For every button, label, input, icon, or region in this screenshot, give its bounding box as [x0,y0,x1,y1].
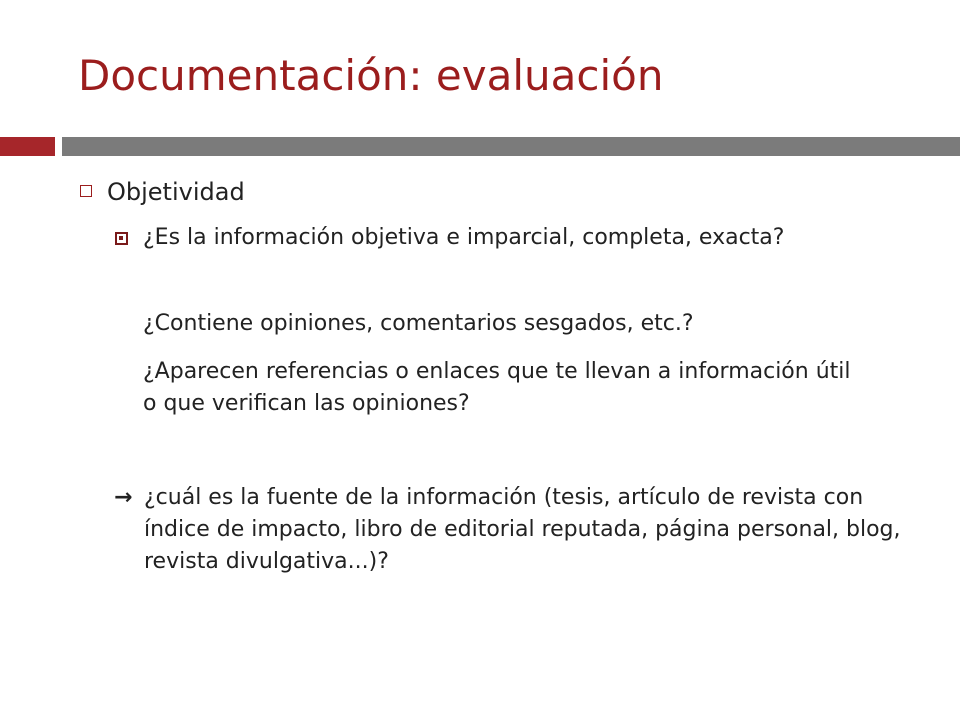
conclusion-paragraph [114,482,934,578]
title-accent-bar [0,137,55,156]
bullet-paragraph-1: ¿Es la información objetiva e imparcial, completa, exacta? [143,225,785,250]
bullet-paragraph-3: ¿Aparecen referencias o enlaces que te llevan a información útil o que verifican las opiniones? [143,359,851,416]
conclusion-text: ¿cuál es la fuente de la información (tesis, artículo de revista con índice de impacto, libro de editorial reputada, página personal, blog, revista divulgativa...)? [144,485,901,574]
bullet-paragraph-2: ¿Contiene opiniones, comentarios sesgados, etc.? [143,311,694,336]
hollow-square-icon [80,185,92,197]
slide-title: Documentación: evaluación [78,51,664,100]
arrow-right-icon: → [114,485,133,510]
title-rule-bar [62,137,960,156]
bullet-heading: Objetividad [107,178,245,206]
filled-square-icon [115,232,128,245]
